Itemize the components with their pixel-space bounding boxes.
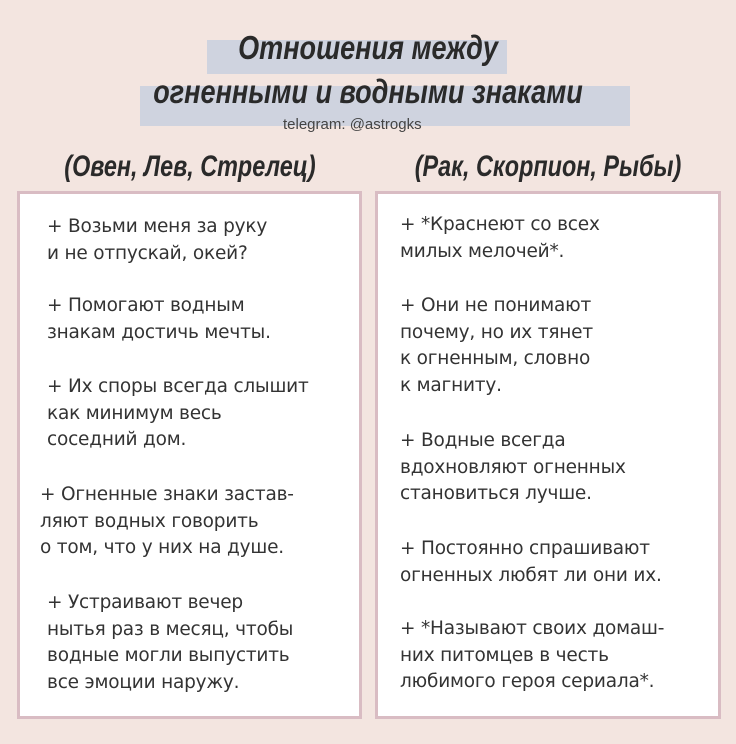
water-signs-card [375,191,721,719]
fire-item-1: + Возьми меня за руку и не отпускай, окей? [47,216,268,264]
fire-item-4: + Огненные знаки застав- ляют водных говорить о том, что у них на душе. [40,484,294,558]
column-heading-fire: (Овен, Лев, Стрелец) [64,150,316,183]
fire-item-5: + Устраивают вечер нытья раз в месяц, чтобы водные могли выпустить все эмоции наружу. [47,592,294,693]
fire-item-2: + Помогают водным знакам достичь мечты. [47,295,271,343]
page-title-line-1: Отношения между [238,29,498,66]
water-item-4: + Постоянно спрашивают огненных любят ли они их. [400,538,662,586]
column-heading-water: (Рак, Скорпион, Рыбы) [414,150,682,183]
water-item-5: + *Называют своих домаш- них питомцев в честь любимого героя сериала*. [400,618,665,692]
telegram-handle: telegram: @astrogks [283,116,422,133]
fire-item-3: + Их споры всегда слышит как минимум весь соседний дом. [47,376,309,450]
fire-signs-card [17,191,362,719]
water-item-3: + Водные всегда вдохновляют огненных становиться лучше. [400,430,626,504]
page-title-line-2: огненными и водными знаками [153,73,583,110]
water-item-1: + *Краснеют со всех милых мелочей*. [400,214,600,262]
water-item-2: + Они не понимают почему, но их тянет к огненным, словно к магниту. [400,295,593,396]
